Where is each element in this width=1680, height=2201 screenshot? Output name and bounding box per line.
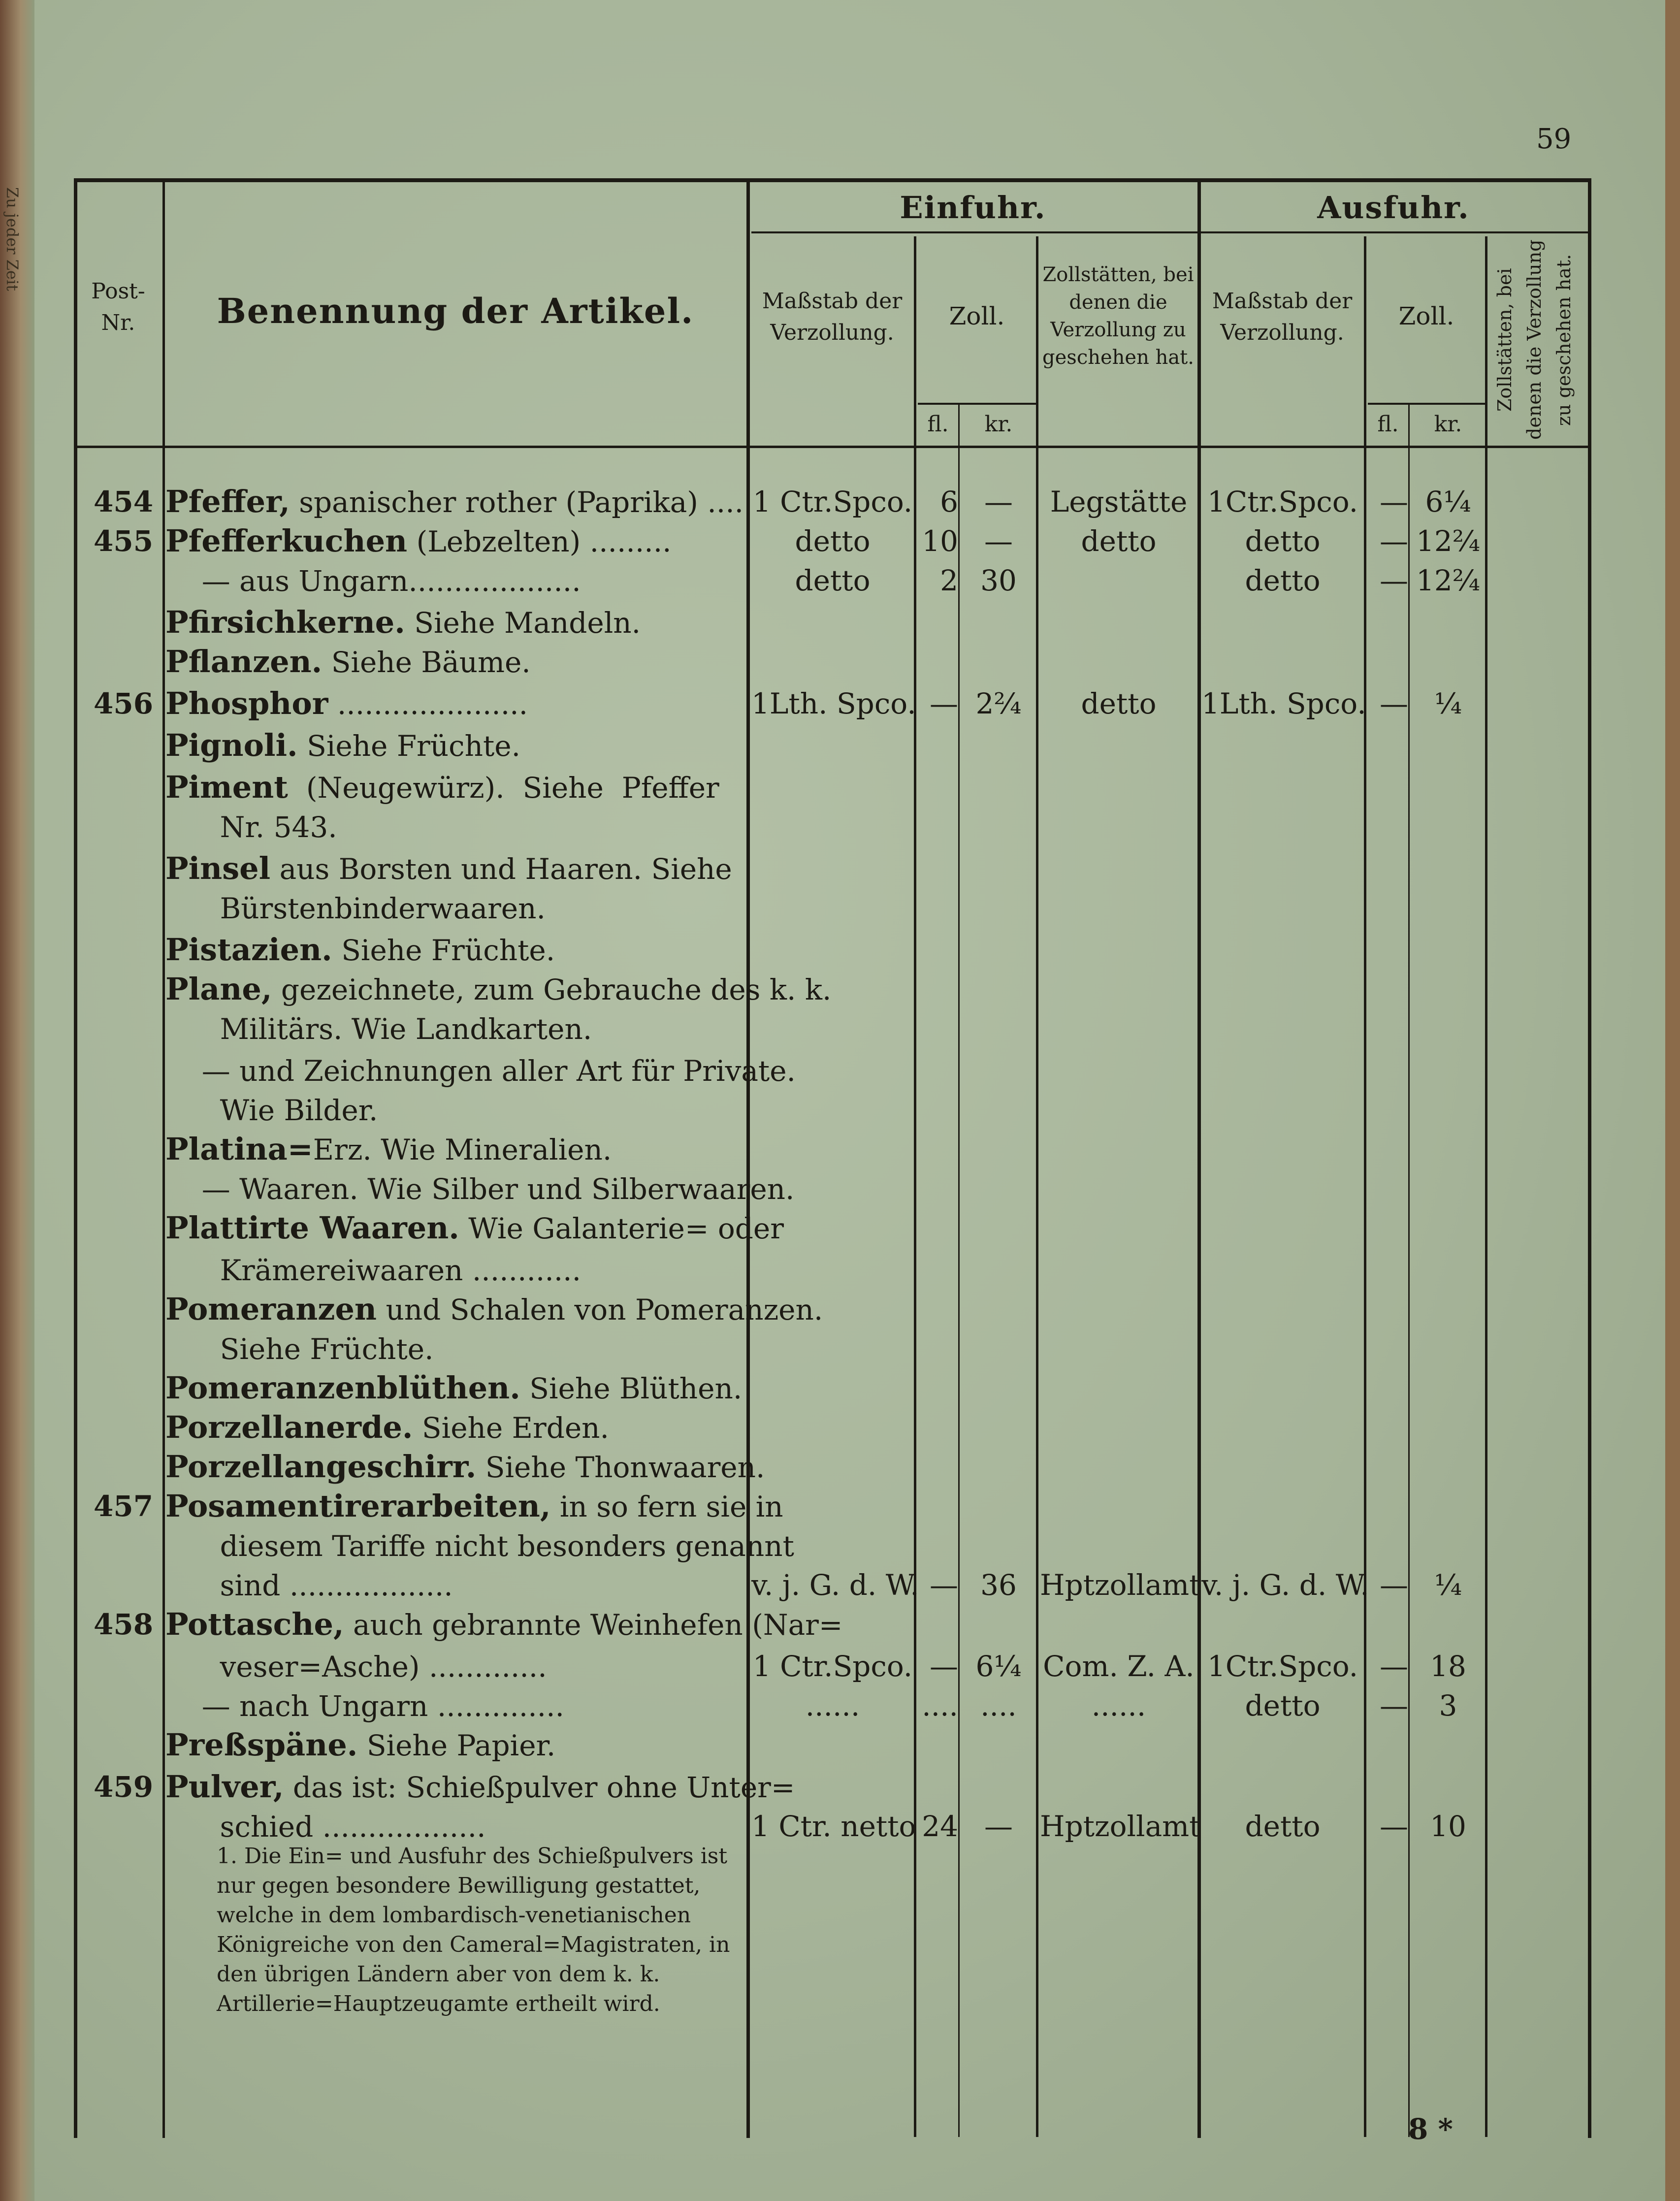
table-row	[0, 1169, 1680, 1208]
article-description: sind ..................	[165, 1569, 453, 1602]
article-name	[165, 1329, 737, 1368]
table-row	[0, 808, 1680, 846]
article-description: — und Zeichnungen aller Art für Private.	[165, 1054, 796, 1088]
zollstaette: detto	[1081, 687, 1157, 720]
article-name	[165, 1009, 737, 1048]
ausfuhr-kr: ¼	[1434, 1568, 1462, 1602]
einfuhr-massstab: v. j. G. d. W.	[751, 1568, 919, 1602]
article-description: Bürstenbinderwaaren.	[165, 892, 546, 925]
article-name	[165, 684, 737, 723]
article-description: Militärs. Wie Landkarten.	[165, 1012, 592, 1046]
zollstaette: ......	[1091, 1689, 1146, 1722]
header-ausfuhr: Ausfuhr.	[1317, 190, 1470, 226]
table-row	[0, 1369, 1680, 1407]
ausfuhr-fl: —	[1380, 1689, 1408, 1722]
einfuhr-kr: —	[984, 524, 1013, 558]
header-kr-einfuhr: kr.	[984, 412, 1013, 437]
table-row	[0, 1487, 1680, 1525]
article-keyword: Pinsel	[165, 850, 271, 886]
einfuhr-kr: —	[984, 485, 1013, 518]
article-description: Siehe Früchte.	[332, 934, 555, 967]
einfuhr-ausfuhr-rule	[751, 231, 1588, 233]
article-name	[165, 889, 737, 928]
table-row	[0, 1605, 1680, 1644]
table-row	[0, 483, 1680, 521]
article-description: Krämereiwaaren ............	[165, 1254, 582, 1287]
ausfuhr-massstab: detto	[1245, 1810, 1321, 1843]
article-name	[165, 1726, 737, 1765]
zollstaette: Hptzollamt	[1040, 1568, 1201, 1602]
einfuhr-massstab: 1 Ctr.Spco.	[752, 485, 913, 518]
article-name	[165, 1290, 823, 1329]
article-name	[165, 603, 737, 642]
article-name	[165, 1091, 737, 1130]
einfuhr-fl: 6	[940, 485, 958, 518]
article-keyword: Pignoli.	[165, 727, 298, 763]
table-row	[0, 889, 1680, 927]
einfuhr-kr: 30	[980, 564, 1017, 597]
article-keyword: Preßspäne.	[165, 1727, 358, 1763]
header-zoll-ausfuhr: Zoll.	[1398, 302, 1454, 330]
article-name	[165, 1408, 737, 1447]
article-name	[165, 1686, 737, 1725]
article-keyword: Porzellangeschirr.	[165, 1449, 477, 1485]
einfuhr-zoll-rule	[918, 403, 1036, 405]
ausfuhr-fl: —	[1380, 485, 1408, 518]
einfuhr-massstab: 1 Ctr.Spco.	[752, 1650, 913, 1683]
article-name	[165, 1251, 737, 1290]
einfuhr-fl: 24	[922, 1810, 958, 1843]
article-name	[165, 726, 737, 765]
article-keyword: Pomeranzen	[165, 1291, 377, 1327]
article-description: (Lebzelten) .........	[407, 525, 672, 558]
post-nr: 457	[94, 1489, 154, 1523]
table-row	[0, 1448, 1680, 1486]
table-top-rule	[74, 178, 1590, 182]
ausfuhr-kr: ¼	[1434, 687, 1462, 720]
article-name	[165, 1209, 784, 1248]
table-row	[0, 726, 1680, 765]
table-row	[0, 1130, 1680, 1168]
article-keyword: Posamentirerarbeiten,	[165, 1488, 551, 1524]
footnote: 1. Die Ein= und Ausfuhr des Schießpulvers ist nur gegen besondere Bewilligung gestattet, welche in dem lombardisch-venetianischen Königreiche von den Cameral=Magistraten, in den übrigen Ländern aber von dem k. k. Artillerie=Hauptzeugamte ertheilt wird.	[217, 1844, 730, 2016]
article-keyword: Pfeffer,	[165, 484, 290, 519]
zollstaette: Legstätte	[1050, 485, 1188, 518]
article-name	[165, 1526, 794, 1565]
table-row	[0, 970, 1680, 1008]
table-row	[0, 768, 1680, 807]
article-description: .....................	[328, 687, 528, 721]
article-description: das ist: Schießpulver ohne Unter=	[284, 1771, 795, 1804]
table-row	[0, 1251, 1680, 1289]
article-keyword: Piment	[165, 769, 288, 805]
header-post-nr: Post-Nr.	[91, 279, 145, 335]
header-bottom-rule	[74, 446, 1590, 448]
article-name	[165, 1130, 737, 1169]
ausfuhr-massstab: detto	[1245, 564, 1321, 597]
signature-mark: 8 *	[1408, 2112, 1453, 2146]
einfuhr-kr: 36	[980, 1568, 1017, 1602]
article-description: aus Borsten und Haaren. Siehe	[270, 852, 732, 886]
einfuhr-fl: 2	[940, 564, 958, 597]
article-name	[165, 1605, 843, 1644]
article-description: spanischer rother (Paprika) ....	[290, 486, 744, 519]
einfuhr-massstab: detto	[795, 564, 871, 597]
ausfuhr-massstab: 1Lth. Spco.	[1201, 687, 1366, 720]
article-keyword: Pottasche,	[165, 1606, 344, 1642]
article-description: in so fern sie in	[550, 1490, 783, 1523]
table-row	[0, 1329, 1680, 1368]
article-name	[165, 849, 737, 888]
article-description: Siehe Erden.	[413, 1411, 609, 1445]
article-name	[165, 1807, 737, 1846]
article-keyword: Platina=	[165, 1131, 313, 1167]
table-row	[0, 1807, 1680, 1845]
article-description: gezeichnete, zum Gebrauche des k. k.	[272, 973, 832, 1006]
table-row	[0, 643, 1680, 681]
header-zollstaetten: Zollstätten, bei denen die Verzollung zu geschehen hat.	[1042, 263, 1194, 369]
article-keyword: Pistazien.	[165, 932, 332, 968]
header-article-title: Benennung der Artikel.	[217, 291, 694, 331]
article-name	[165, 1566, 737, 1605]
table-row	[0, 561, 1680, 600]
article-name	[165, 970, 832, 1009]
einfuhr-massstab: 1Lth. Spco.	[751, 687, 916, 720]
ausfuhr-massstab: detto	[1245, 524, 1321, 558]
post-nr: 456	[94, 687, 154, 720]
ausfuhr-kr: 3	[1439, 1689, 1457, 1722]
table-row	[0, 1647, 1680, 1685]
article-name	[165, 1369, 743, 1408]
article-description: — aus Ungarn...................	[165, 564, 581, 598]
article-name	[165, 768, 737, 807]
article-description: (Neugewürz). Siehe Pfeffer	[288, 771, 719, 805]
zollstaette: Hptzollamt	[1040, 1810, 1201, 1843]
header-fl-einfuhr: fl.	[927, 412, 949, 437]
article-description: Erz. Wie Mineralien.	[313, 1133, 612, 1166]
article-description: Siehe Thonwaaren.	[476, 1451, 765, 1484]
header-kr-ausfuhr: kr.	[1434, 412, 1462, 437]
ausfuhr-kr: 18	[1430, 1650, 1466, 1683]
article-name	[165, 1051, 796, 1090]
table-row	[0, 1209, 1680, 1247]
article-description: Siehe Papier.	[357, 1729, 556, 1762]
ausfuhr-kr: 12²⁄₄	[1416, 524, 1480, 558]
table-row	[0, 1526, 1680, 1565]
article-keyword: Phosphor	[165, 685, 328, 721]
table-row	[0, 1566, 1680, 1604]
article-description: Siehe Früchte.	[297, 729, 521, 763]
article-keyword: Porzellanerde.	[165, 1409, 413, 1445]
einfuhr-massstab: ......	[805, 1689, 860, 1722]
ausfuhr-kr: 10	[1430, 1810, 1466, 1843]
article-keyword: Plane,	[165, 971, 272, 1007]
article-description: auch gebrannte Weinhefen (Nar=	[344, 1608, 843, 1642]
header-massstab-ausfuhr: Maßstab der Verzollung.	[1212, 289, 1353, 345]
article-name	[165, 1448, 765, 1487]
einfuhr-kr: 2²⁄₄	[975, 687, 1022, 720]
article-description: — Waaren. Wie Silber und Silberwaaren.	[165, 1172, 795, 1206]
article-name	[165, 1169, 795, 1208]
article-description: schied ..................	[165, 1810, 486, 1844]
einfuhr-massstab: 1 Ctr. netto	[751, 1810, 916, 1843]
article-description: diesem Tariffe nicht besonders genannt	[165, 1529, 794, 1563]
article-keyword: Pflanzen.	[165, 644, 323, 680]
header-fl-ausfuhr: fl.	[1377, 412, 1399, 437]
einfuhr-fl: 10	[922, 524, 958, 558]
header-zoll-einfuhr: Zoll.	[949, 302, 1005, 330]
article-name	[165, 1487, 783, 1526]
ausfuhr-massstab: 1Ctr.Spco.	[1207, 485, 1358, 518]
ausfuhr-fl: —	[1380, 524, 1408, 558]
post-nr: 454	[94, 485, 154, 518]
article-description: — nach Ungarn ..............	[165, 1689, 564, 1723]
article-name	[165, 643, 737, 681]
article-name	[165, 1768, 795, 1807]
einfuhr-massstab: detto	[795, 524, 871, 558]
einfuhr-fl: —	[930, 1650, 958, 1683]
header-zollstaetten-ausfuhr: Zollstätten, bei denen die Verzollung zu geschehen hat.	[1494, 239, 1575, 440]
table-row	[0, 603, 1680, 642]
table-row	[0, 684, 1680, 723]
article-name	[165, 931, 737, 970]
article-name	[165, 522, 737, 561]
header-einfuhr: Einfuhr.	[900, 190, 1046, 226]
einfuhr-fl: —	[930, 687, 958, 720]
table-row	[0, 1686, 1680, 1725]
ausfuhr-fl: —	[1380, 564, 1408, 597]
article-keyword: Pfirsichkerne.	[165, 604, 405, 640]
table-row	[0, 1726, 1680, 1764]
table-row	[0, 1051, 1680, 1090]
zollstaette: detto	[1081, 524, 1157, 558]
article-keyword: Pomeranzenblüthen.	[165, 1370, 520, 1406]
article-description: Siehe Mandeln.	[405, 606, 641, 640]
article-keyword: Pulver,	[165, 1769, 284, 1805]
table-row	[0, 1009, 1680, 1048]
article-name	[165, 1647, 737, 1686]
ausfuhr-massstab: v. j. G. d. W.	[1201, 1568, 1369, 1602]
table-row	[0, 849, 1680, 888]
ausfuhr-kr: 12²⁄₄	[1416, 564, 1480, 597]
table-row	[0, 522, 1680, 560]
ausfuhr-fl: —	[1380, 1810, 1408, 1843]
article-description: veser=Asche) .............	[165, 1650, 547, 1683]
table-row	[0, 1290, 1680, 1328]
ausfuhr-massstab: 1Ctr.Spco.	[1207, 1650, 1358, 1683]
article-name	[165, 483, 744, 521]
article-name	[165, 808, 737, 846]
article-name	[165, 561, 737, 600]
article-keyword: Plattirte Waaren.	[165, 1210, 459, 1246]
einfuhr-kr: —	[984, 1810, 1013, 1843]
einfuhr-kr: 6¼	[975, 1650, 1022, 1683]
ausfuhr-fl: —	[1380, 687, 1408, 720]
margin-text: Zu jeder Zeit	[3, 187, 22, 291]
ausfuhr-zoll-rule	[1368, 403, 1486, 405]
table-row	[0, 1091, 1680, 1129]
table-row	[0, 1768, 1680, 1806]
zollstaette: Com. Z. A.	[1043, 1650, 1195, 1683]
article-description: Wie Galanterie= oder	[459, 1212, 784, 1245]
article-description: Siehe Früchte.	[165, 1332, 434, 1366]
article-description: Wie Bilder.	[165, 1094, 378, 1127]
article-description: Siehe Blüthen.	[520, 1372, 743, 1405]
ausfuhr-fl: —	[1380, 1568, 1408, 1602]
table-row	[0, 931, 1680, 969]
page-number: 59	[1536, 123, 1572, 155]
einfuhr-fl: ....	[922, 1689, 958, 1722]
header-massstab-einfuhr: Maßstab der Verzollung.	[762, 289, 903, 345]
article-keyword: Pfefferkuchen	[165, 523, 408, 559]
post-nr: 459	[94, 1770, 154, 1804]
article-description: Nr. 543.	[165, 810, 337, 844]
einfuhr-fl: —	[930, 1568, 958, 1602]
einfuhr-kr: ....	[980, 1689, 1017, 1722]
post-nr: 455	[94, 524, 154, 558]
ausfuhr-fl: —	[1380, 1650, 1408, 1683]
table-row	[0, 1408, 1680, 1447]
ausfuhr-kr: 6¼	[1425, 485, 1471, 518]
article-description: Siehe Bäume.	[322, 646, 531, 679]
post-nr: 458	[94, 1608, 154, 1641]
ausfuhr-massstab: detto	[1245, 1689, 1321, 1722]
article-description: und Schalen von Pomeranzen.	[377, 1293, 823, 1327]
